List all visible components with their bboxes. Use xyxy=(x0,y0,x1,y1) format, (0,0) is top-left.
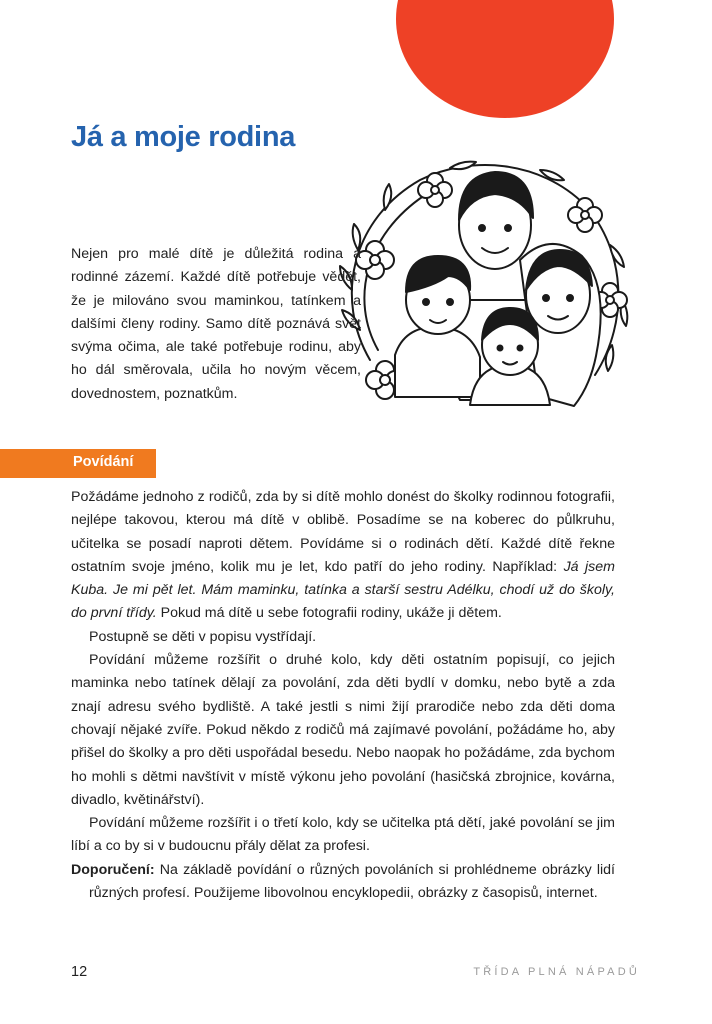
decorative-red-circle xyxy=(396,0,614,118)
page-title: Já a moje rodina xyxy=(71,121,296,153)
section-heading: Povídání xyxy=(73,454,134,470)
page-number: 12 xyxy=(71,964,88,980)
paragraph-2: Postupně se děti v popisu vystřídají. xyxy=(89,628,317,645)
paragraph-3: Povídání můžeme rozšířit o druhé kolo, kdy děti ostatním popisují, co jejich maminka nebo tatínek dělají za povolání, zda děti bydlí v domku, nebo bytě a zda znají adresu svého bydliště. A také jestli s nimi žijí prarodiče nebo zda děti doma chovají nějaké zvíře. Pokud někdo z rodičů má zajímavé povolání, požádáme ho, aby přišel do školky a pro děti uspořádal besedu. Nebo naopak ho požádáme, zda bychom ho mohli s dětmi navštívit v místě výkonu jeho povolání (hasičská zbrojnice, kovárna, divadlo, květinářství). xyxy=(71,652,615,808)
example-quote: Já jsem Kuba. Je mi pět let. Mám maminku, tatínka a starší sestru Adélku, chodí už do školy, do první třídy. xyxy=(71,558,615,622)
family-illustration xyxy=(330,150,640,425)
paragraph-1: Požádáme jednoho z rodičů, zda by si dítě mohlo donést do školky rodinnou fotografii, nejlépe takovou, kterou má dítě v oblibě. Posadíme se na koberec do půlkruhu, učitelka se posadí naproti dětem. Povídáme si o rodinách dětí. Každé dítě řekne ostatním svoje jméno, kolik mu je let, kdo patří do jeho rodiny. Například: Já jsem Kuba. Je mi pět let. Mám maminku, tatínka a starší sestru Adélku, chodí už do školy, do první třídy. Pokud má dítě u sebe fotografii rodiny, ukáže ji dětem. xyxy=(71,489,615,622)
paragraph-4: Povídání můžeme rozšířit i o třetí kolo, kdy se učitelka ptá dětí, jaké povolání se jim líbí a co by si v budoucnu přály dělat za profesi. xyxy=(71,815,615,855)
intro-paragraph: Nejen pro malé dítě je důležitá rodina a rodinné zázemí. Každé dítě potřebuje vědět, že je milováno svou maminkou, tatínkem a dalšími členy rodiny. Samo dítě poznává svět svýma očima, ale také potřebuje rodinu, aby ho dál směrovala, učila ho novým věcem, dovednostem, poznatkům. xyxy=(71,246,361,402)
recommendation-label: Doporučení: xyxy=(71,861,155,878)
book-title: TŘÍDA PLNÁ NÁPADŮ xyxy=(473,966,640,978)
recommendation: Doporučení: Na základě povídání o různých povoláních si prohlédneme obrázky lidí různých profesí. Použijeme libovolnou encyklopedii, obrázky z časopisů, internet. xyxy=(71,861,615,902)
body-text xyxy=(71,486,615,905)
